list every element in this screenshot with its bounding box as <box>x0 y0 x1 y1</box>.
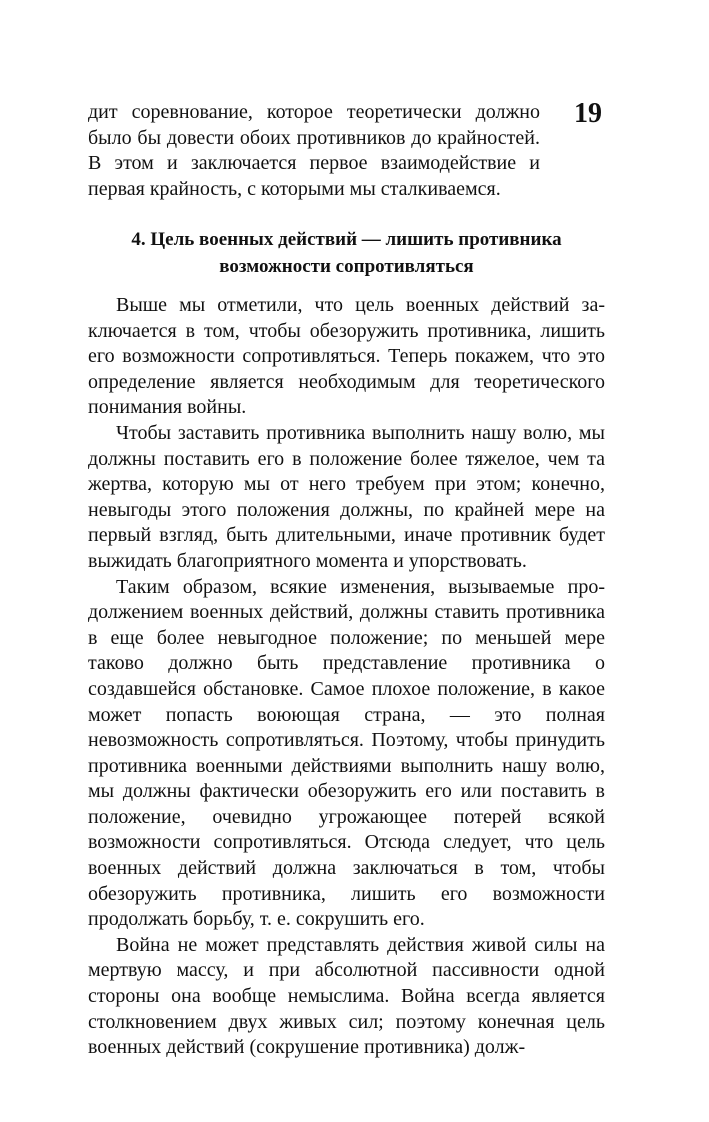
page-number: 19 <box>574 98 602 129</box>
section-heading-line-1: 4. Цель военных действий — лишить противника <box>131 229 562 250</box>
paragraph: Чтобы заставить противника выполнить нашу волю, мы должны поставить его в положение более тяжелое, чем та жертва, которую мы от него требуем при этом; конечно, невыгоды этого положения должны, по крайней мере на первый взгляд, быть длительными, иначе противник будет выжидать благоприятного момента и упорствовать. <box>88 421 605 572</box>
paragraph: Выше мы отметили, что цель военных действий заключается в том, чтобы обезоружить противника, лишить его возможности сопротивляться. Теперь покажем, что это определение является необходимым для теоретического понимания войны. <box>88 294 605 419</box>
section-heading-line-2: возможности сопротивляться <box>219 256 474 277</box>
paragraph: Война не может представлять действия живой силы на мертвую массу, и при абсолютной пассивности одной стороны она вообще немыслима. Война всегда является столкновением двух живых сил; поэтому конечная цель военных действий (сокрушение противника) долж- <box>88 933 605 1059</box>
continuation-text: дит соревнование, которое теоретически должно было бы довести обоих противников до крайностей. В этом и заключается первое взаимодействие и первая крайность, с которыми мы сталкиваемся. <box>88 101 540 200</box>
paragraph: Таким образом, всякие изменения, вызываемые продолжением военных действий, должны ставить противника в еще более невыгодное положение; по меньшей мере таково должно быть представление противника о создавшейся обстановке. Самое плохое положение, в какое может попасть воюющая страна, — это полная невозможность сопротивляться. Поэтому, чтобы принудить противника военными действиями выполнить нашу волю, мы должны фактически обезоружить его или поставить в положение, очевидно угрожающее потерей всякой возможности сопротивляться. Отсюда следует, что цель военных действий должна заключаться в том, чтобы обезоружить противника, лишить его возможности продолжать борьбу, т. е. сокрушить его. <box>88 575 605 931</box>
section-heading <box>88 226 605 280</box>
body-text <box>88 293 605 1061</box>
